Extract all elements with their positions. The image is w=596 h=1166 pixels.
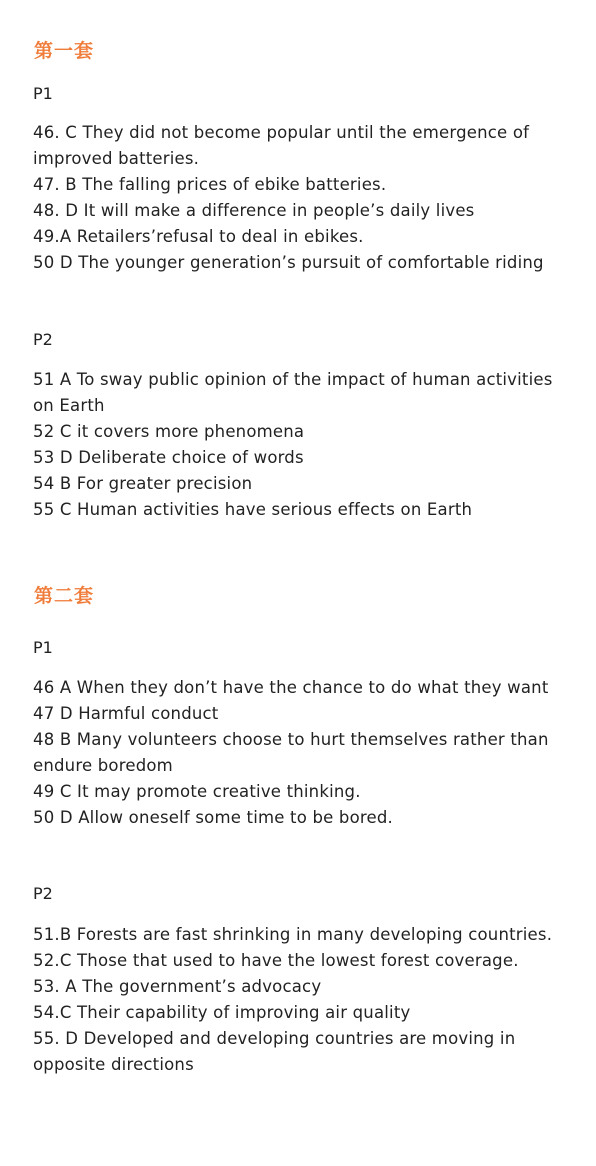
answer-item: 46 A When they don’t have the chance to do what they want — [33, 678, 549, 697]
set-1-title: 第一套 — [34, 40, 95, 62]
answer-item: 49.A Retailers’refusal to deal in ebikes. — [33, 227, 364, 246]
answer-item: 53 D Deliberate choice of words — [33, 448, 304, 467]
set-1-part-1-answers — [33, 120, 563, 276]
answer-item: 53. A The government’s advocacy — [33, 977, 322, 996]
answer-item: 46. C They did not become popular until the emergence of improved batteries. — [33, 123, 530, 168]
answer-item: 54.C Their capability of improving air quality — [33, 1003, 411, 1022]
answer-item: 47 D Harmful conduct — [33, 704, 219, 723]
set-1-part-1-label: P1 — [33, 84, 53, 103]
answer-item: 50 D Allow oneself some time to be bored. — [33, 808, 393, 827]
set-1-part-2-label: P2 — [33, 330, 53, 349]
answer-item: 48. D It will make a difference in people’s daily lives — [33, 201, 475, 220]
answer-item: 51.B Forests are fast shrinking in many developing countries. — [33, 925, 553, 944]
set-1-part-2-answers — [33, 367, 563, 523]
set-2-title: 第二套 — [34, 585, 95, 607]
answer-item: 49 C It may promote creative thinking. — [33, 782, 361, 801]
answer-item: 52.C Those that used to have the lowest forest coverage. — [33, 951, 519, 970]
answer-item: 55. D Developed and developing countries are moving in opposite directions — [33, 1029, 516, 1074]
set-2-part-2-answers — [33, 922, 563, 1078]
set-2-part-1-label: P1 — [33, 638, 53, 657]
answer-item: 51 A To sway public opinion of the impact of human activities on Earth — [33, 370, 553, 415]
answer-item: 52 C it covers more phenomena — [33, 422, 305, 441]
answer-item: 50 D The younger generation’s pursuit of comfortable riding — [33, 253, 544, 272]
answer-item: 54 B For greater precision — [33, 474, 253, 493]
answer-item: 55 C Human activities have serious effects on Earth — [33, 500, 473, 519]
set-2-part-1-answers — [33, 675, 563, 831]
set-2-part-2-label: P2 — [33, 884, 53, 903]
answer-item: 48 B Many volunteers choose to hurt themselves rather than endure boredom — [33, 730, 549, 775]
answer-item: 47. B The falling prices of ebike batteries. — [33, 175, 387, 194]
